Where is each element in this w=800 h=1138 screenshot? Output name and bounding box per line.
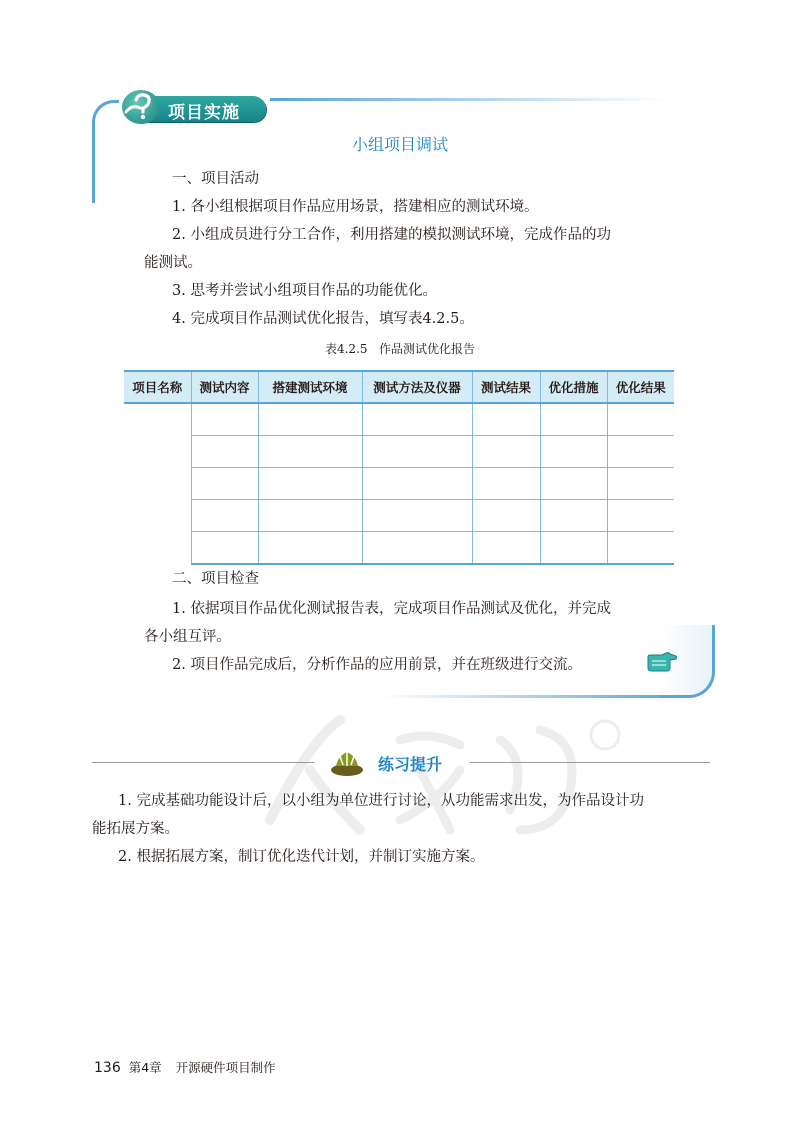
practice-title: 练习提升 [378, 755, 443, 774]
table-row [124, 436, 674, 468]
practice-item-1-cont: 能拓展方案。 [92, 821, 179, 837]
practice-item-1: 1. 完成基础功能设计后，以小组为单位进行讨论，从功能需求出发，为作品设计功 [118, 793, 644, 809]
table-caption-number: 表4.2.5 [324, 342, 368, 356]
table-cell[interactable] [472, 436, 540, 468]
table-row [124, 500, 674, 532]
question-emblem-icon [122, 90, 160, 124]
table-header-cell: 测试内容 [191, 371, 258, 403]
table-cell[interactable] [258, 403, 362, 436]
table-cell[interactable] [607, 403, 674, 436]
table-caption-title: 作品测试优化报告 [378, 342, 475, 356]
practice-rule-left [92, 762, 314, 763]
table-cell[interactable] [258, 500, 362, 532]
table-cell[interactable] [191, 500, 258, 532]
activity-item-1: 1. 各小组根据项目作品应用场景，搭建相应的测试环境。 [172, 199, 539, 215]
table-header-cell: 优化措施 [540, 371, 607, 403]
check-heading: 二、项目检查 [172, 571, 259, 587]
table-caption [0, 340, 800, 357]
activity-heading: 一、项目活动 [172, 171, 259, 187]
table-cell[interactable] [362, 468, 472, 500]
practice-item-2: 2. 根据拓展方案，制订优化迭代计划，并制订实施方案。 [118, 849, 485, 865]
table-cell[interactable] [191, 436, 258, 468]
table-cell-project-name[interactable] [124, 403, 191, 564]
table-row [124, 532, 674, 565]
check-item-2: 2. 项目作品完成后，分析作品的应用前景，并在班级进行交流。 [172, 657, 582, 673]
practice-rule-right [470, 762, 710, 763]
project-frame-top-line [270, 98, 670, 101]
table-header-row [124, 371, 674, 403]
activity-item-2: 2. 小组成员进行分工合作，利用搭建的模拟测试环境，完成作品的功 [172, 227, 611, 243]
project-badge [122, 90, 267, 124]
table-cell[interactable] [607, 436, 674, 468]
table-row [124, 403, 674, 436]
project-frame-bottom-line [380, 695, 680, 698]
table-header-cell: 优化结果 [607, 371, 674, 403]
table-row [124, 468, 674, 500]
badge-label: 项目实施 [168, 103, 240, 123]
table-cell[interactable] [607, 500, 674, 532]
table-cell[interactable] [258, 436, 362, 468]
table-cell[interactable] [362, 436, 472, 468]
section-title: 小组项目调试 [351, 135, 448, 154]
page-number: 136 [94, 1060, 121, 1076]
table-cell[interactable] [362, 500, 472, 532]
table-cell[interactable] [540, 403, 607, 436]
activity-item-3: 3. 思考并尝试小组项目作品的功能优化。 [172, 283, 437, 299]
table-cell[interactable] [191, 468, 258, 500]
chapter-title: 开源硬件项目制作 [175, 1060, 276, 1075]
page-footer [94, 1058, 276, 1076]
table-header-cell: 搭建测试环境 [258, 371, 362, 403]
table-cell[interactable] [607, 468, 674, 500]
watermark-logo [250, 700, 630, 850]
table-header-cell: 项目名称 [124, 371, 191, 403]
report-table [124, 370, 674, 565]
table-cell[interactable] [540, 468, 607, 500]
table-cell[interactable] [362, 403, 472, 436]
table-cell[interactable] [472, 468, 540, 500]
activity-item-2-cont: 能测试。 [144, 255, 202, 271]
table-header-cell: 测试结果 [472, 371, 540, 403]
hand-pointer-icon [646, 652, 678, 672]
table-cell[interactable] [540, 500, 607, 532]
activity-item-4: 4. 完成项目作品测试优化报告，填写表4.2.5。 [172, 311, 474, 327]
table-cell[interactable] [191, 532, 258, 565]
table-cell[interactable] [607, 532, 674, 565]
table-cell[interactable] [362, 532, 472, 565]
table-cell[interactable] [540, 532, 607, 565]
table-cell[interactable] [540, 436, 607, 468]
table-header-cell: 测试方法及仪器 [362, 371, 472, 403]
check-item-1-cont: 各小组互评。 [144, 629, 231, 645]
table-cell[interactable] [472, 532, 540, 565]
table-cell[interactable] [258, 532, 362, 565]
practice-emblem-icon [326, 748, 368, 778]
table-cell[interactable] [258, 468, 362, 500]
table-cell[interactable] [472, 403, 540, 436]
check-item-1: 1. 依据项目作品优化测试报告表，完成项目作品测试及优化，并完成 [172, 601, 611, 617]
chapter-label: 第4章 [128, 1060, 162, 1075]
table-cell[interactable] [472, 500, 540, 532]
table-cell[interactable] [191, 403, 258, 436]
